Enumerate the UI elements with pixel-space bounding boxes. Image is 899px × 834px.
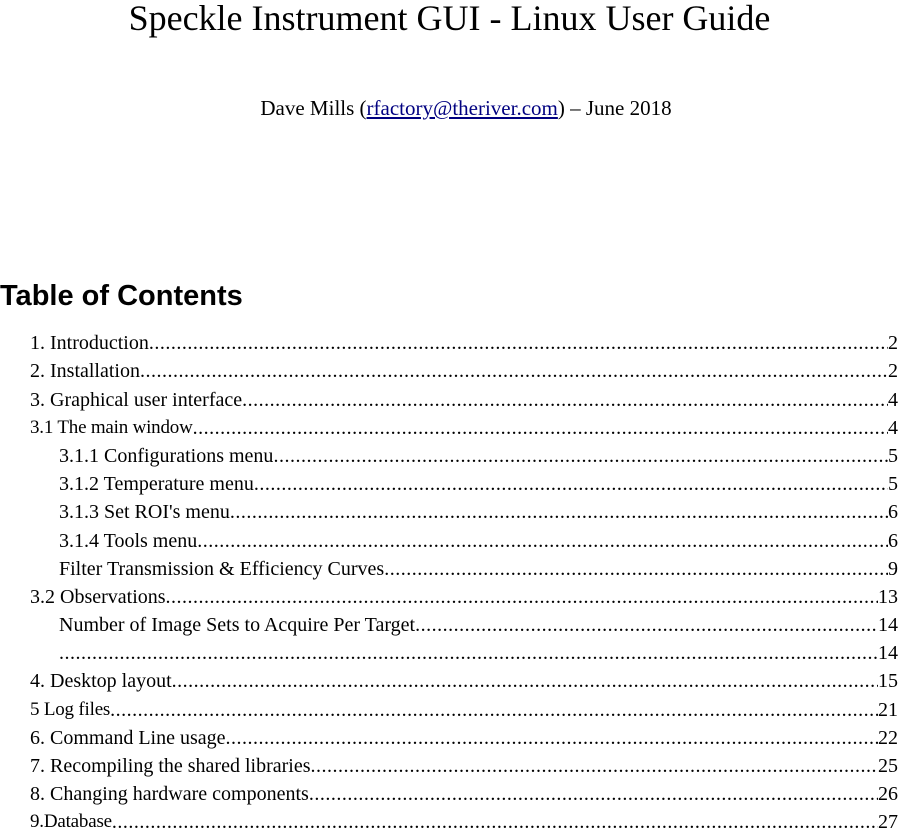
toc-entry-page: 9 [888, 557, 898, 580]
toc-leader-dots [197, 529, 888, 553]
toc-entry-set-rois-menu[interactable] [30, 496, 899, 524]
toc-entry-label: 2. Installation [30, 360, 140, 383]
toc-entry-page: 2 [888, 360, 898, 383]
toc-entry-desktop-layout[interactable] [30, 665, 899, 693]
toc-entry-label: 3.1.1 Configurations menu [59, 444, 274, 467]
toc-leader-dots [110, 698, 878, 722]
toc-entry-command-line-usage[interactable] [30, 722, 899, 750]
toc-entry-temperature-menu[interactable] [30, 468, 899, 496]
toc-leader-dots [166, 585, 878, 609]
toc-entry-label: 5 Log files [30, 698, 111, 720]
toc-entry-page: 14 [878, 642, 898, 665]
toc-entry-page: 5 [888, 473, 898, 496]
toc-leader-dots [59, 641, 878, 665]
toc-entry-label: 4. Desktop layout [30, 670, 172, 693]
toc-entry-observations[interactable] [30, 581, 899, 609]
toc-entry-tools-menu[interactable] [30, 524, 899, 552]
toc-entry-page: 2 [888, 332, 898, 355]
table-of-contents [30, 327, 899, 834]
toc-entry-page: 5 [888, 444, 898, 467]
toc-entry-main-window[interactable] [30, 412, 899, 440]
toc-leader-dots [112, 810, 878, 834]
toc-entry-page: 6 [888, 529, 898, 552]
toc-leader-dots [309, 782, 878, 806]
toc-entry-label: 6. Command Line usage [30, 726, 226, 749]
document-title: Speckle Instrument GUI - Linux User Guide [128, 0, 771, 38]
toc-entry-untitled[interactable] [30, 637, 899, 665]
toc-leader-dots [140, 359, 888, 383]
toc-leader-dots [254, 472, 888, 496]
toc-entry-installation[interactable] [30, 355, 899, 383]
toc-entry-label: 9.Database [30, 811, 112, 833]
author-date: ) – June 2018 [557, 96, 672, 120]
toc-entry-page: 22 [878, 726, 898, 749]
toc-entry-page: 27 [878, 811, 898, 834]
toc-entry-label: 8. Changing hardware components [30, 783, 309, 806]
toc-entry-label: 3.1.4 Tools menu [59, 529, 198, 552]
toc-entry-page: 13 [878, 585, 898, 608]
toc-entry-page: 14 [878, 614, 898, 637]
toc-entry-page: 4 [888, 416, 898, 439]
toc-entry-page: 25 [878, 755, 898, 777]
toc-entry-database[interactable] [30, 806, 899, 834]
toc-leader-dots [242, 388, 888, 412]
toc-entry-log-files[interactable] [30, 693, 899, 721]
toc-entry-filter-transmission[interactable] [30, 553, 899, 581]
toc-leader-dots [172, 669, 878, 693]
toc-entry-configurations-menu[interactable] [30, 440, 899, 468]
toc-entry-introduction[interactable] [30, 327, 899, 355]
toc-leader-dots [415, 613, 878, 637]
toc-entry-label: 3.1.2 Temperature menu [59, 473, 254, 496]
author-line [0, 96, 899, 120]
toc-entry-page: 4 [888, 388, 898, 411]
toc-entry-page: 15 [878, 670, 898, 693]
toc-leader-dots [149, 331, 888, 355]
toc-entry-label: 3.1 The main window [30, 416, 193, 438]
toc-entry-label: 1. Introduction [30, 332, 149, 355]
author-email-link[interactable]: rfactory@theriver.com [366, 96, 558, 120]
toc-entry-label: Number of Image Sets to Acquire Per Target [59, 614, 416, 637]
toc-entry-image-sets-per-target[interactable] [30, 609, 899, 637]
toc-entry-page: 21 [878, 698, 898, 721]
toc-entry-page: 26 [878, 783, 898, 806]
toc-leader-dots [384, 557, 888, 581]
toc-entry-graphical-user-interface[interactable] [30, 383, 899, 411]
toc-heading: Table of Contents [0, 280, 243, 312]
toc-entry-label: Filter Transmission & Efficiency Curves [59, 557, 385, 580]
toc-leader-dots [230, 500, 888, 524]
toc-entry-label: 3.2 Observations [30, 585, 166, 608]
toc-entry-recompiling-libraries[interactable] [30, 750, 899, 778]
toc-leader-dots [226, 726, 878, 750]
toc-entry-changing-hardware[interactable] [30, 778, 899, 806]
toc-leader-dots [193, 416, 888, 440]
toc-leader-dots [273, 444, 888, 468]
toc-entry-label: 3. Graphical user interface [30, 388, 243, 411]
toc-entry-label: 3.1.3 Set ROI's menu [59, 501, 230, 524]
toc-leader-dots [310, 754, 878, 778]
toc-entry-page: 6 [888, 501, 898, 524]
toc-entry-label: 7. Recompiling the shared libraries [30, 755, 311, 777]
author-name: Dave Mills ( [260, 96, 367, 120]
